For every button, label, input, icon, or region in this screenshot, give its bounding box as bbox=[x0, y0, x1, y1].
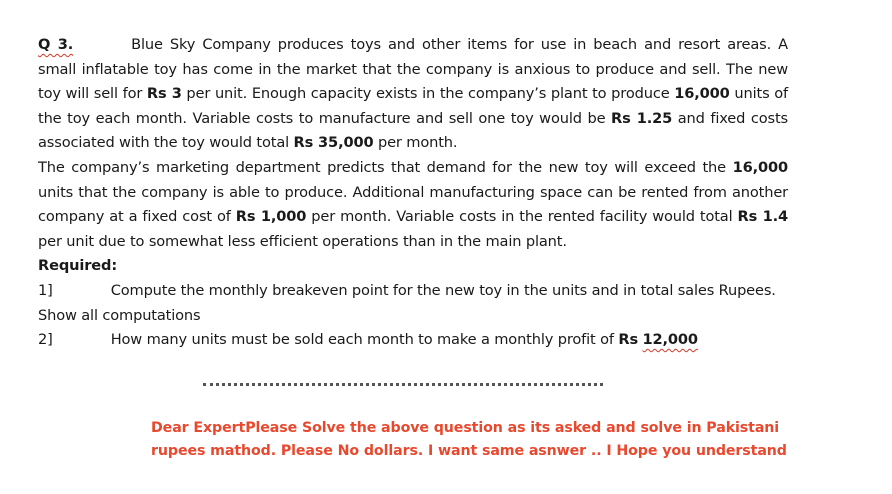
question-label: Q 3. bbox=[38, 36, 74, 53]
p2-text-2: units that the company is able to produce. Additional manufacturing space can be rented from another company at a fixed cost of bbox=[38, 183, 788, 226]
target-profit-amount: 12,000 bbox=[642, 331, 698, 349]
p2-text-4: per unit due to somewhat less efficient operations than in the main plant. bbox=[38, 232, 567, 250]
required-item-1-continuation: Show all computations bbox=[38, 306, 201, 324]
p1-text-1: Blue Sky Company produces toys and other items for use in beach and resort areas. A small inflatable toy has come in the market that the company is anxious to produce and sell. The new toy will sell for bbox=[38, 36, 788, 103]
item-2-number: 2] bbox=[38, 331, 53, 349]
p2-text-3: per month. Variable costs in the rented facility would total bbox=[306, 208, 738, 226]
note-line-1: Dear ExpertPlease Solve the above question as its asked and solve in Pakistani bbox=[151, 420, 780, 436]
item-1-number: 1] bbox=[38, 281, 53, 299]
required-heading: Required: bbox=[38, 257, 118, 275]
p1-text-3: units of the toy each month. Variable costs to manufacture and sell one toy would be bbox=[38, 85, 789, 127]
p1-text-4: and fixed costs associated with the toy would total bbox=[38, 109, 788, 152]
p1-text-5: per month. bbox=[373, 134, 458, 152]
rented-variable-cost: Rs 1.4 bbox=[737, 208, 789, 226]
question-document bbox=[38, 33, 788, 353]
demand-units: 16,000 bbox=[732, 158, 788, 176]
selling-price: Rs 3 bbox=[146, 85, 182, 103]
note-line-2: rupees mathod. Please No dollars. I want same asnwer .. I Hope you understand bbox=[151, 442, 787, 459]
p2-text-1: The company’s marketing department predicts that demand for the new toy will exceed the bbox=[38, 158, 733, 176]
target-profit-currency: Rs bbox=[618, 331, 638, 349]
p1-text-2: per unit. Enough capacity exists in the company’s plant to produce bbox=[181, 85, 675, 103]
fixed-cost: Rs 35,000 bbox=[293, 134, 374, 152]
dotted-divider bbox=[203, 383, 603, 386]
variable-cost: Rs 1.25 bbox=[611, 109, 673, 127]
capacity-units: 16,000 bbox=[674, 85, 730, 103]
question-paragraph-1 bbox=[38, 33, 788, 156]
rent-fixed-cost: Rs 1,000 bbox=[235, 208, 307, 226]
item-1-text: Compute the monthly breakeven point for the new toy in the units and in total sales Rupees. bbox=[110, 281, 776, 299]
item-2-text: How many units must be sold each month to make a monthly profit of bbox=[110, 331, 619, 349]
question-paragraph-2 bbox=[38, 156, 788, 254]
required-item-2 bbox=[38, 328, 788, 353]
required-item-1 bbox=[38, 279, 788, 304]
expert-request-note bbox=[151, 417, 791, 462]
